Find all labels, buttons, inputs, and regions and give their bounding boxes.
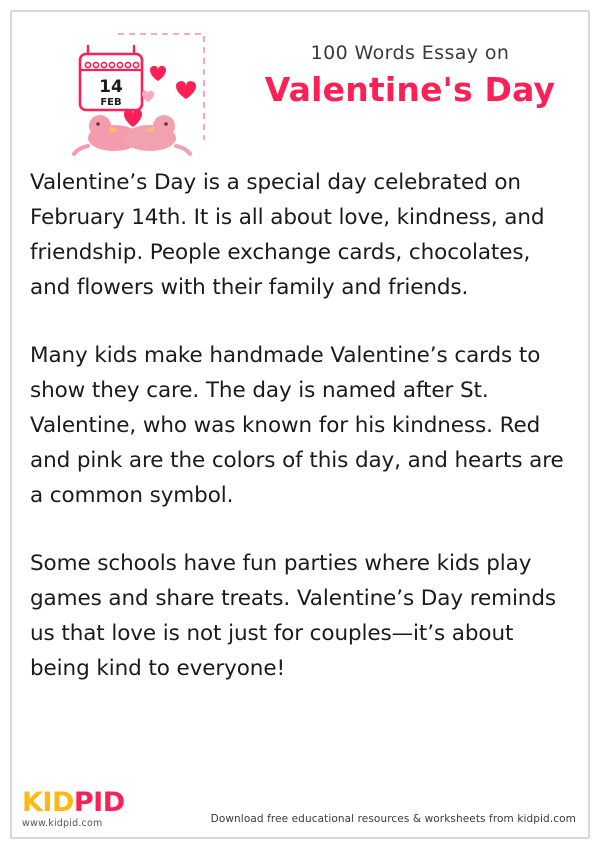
svg-text:14: 14 [99,77,123,97]
logo-text-kid: KID [22,787,74,818]
essay-paragraph-3: Some schools have fun parties where kids play games and share treats. Valentine’s Day reminds us that love is not just for couples—it’s about being kind to everyone! [30,551,556,681]
calendar-icon [80,46,142,110]
love-birds-icon [74,109,190,154]
essay-subtitle: 100 Words Essay on [310,42,510,64]
heart-icon [142,91,154,102]
footer [22,783,578,831]
svg-text:FEB: FEB [100,97,122,108]
header [26,22,574,157]
essay-paragraph-2: Many kids make handmade Valentine’s cards to show they care. The day is named after St. Valentine, who was known for his kindness. Red and pink are the colors of this day, and hearts are a common symbol. [30,343,564,508]
essay-body [30,165,570,686]
heart-icon [150,66,166,81]
footer-note: Download free educational resources & worksheets from kidpid.com [210,813,576,825]
logo-website-url: www.kidpid.com [22,818,103,829]
header-titles [246,42,574,109]
header-illustration [26,22,236,157]
kidpid-logo[interactable] [22,789,152,829]
heart-icon [176,81,196,99]
logo-text-pid: PID [73,787,125,818]
essay-paragraph-1: Valentine’s Day is a special day celebrated on February 14th. It is all about love, kindness, and friendship. People exchange cards, chocolates, and flowers with their family and friends. [30,170,545,300]
logo-wordmark [22,789,152,816]
page-title: Valentine's Day [264,70,556,109]
